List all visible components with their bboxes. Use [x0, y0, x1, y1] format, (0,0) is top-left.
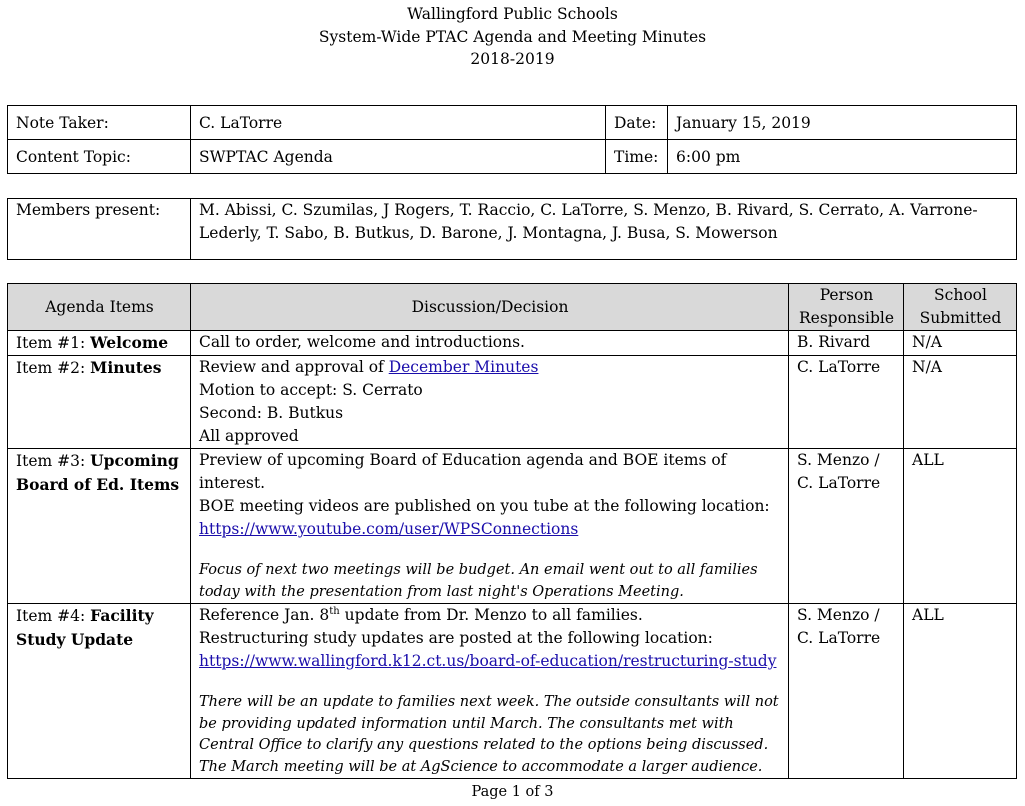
motion-line: Motion to accept: S. Cerrato	[199, 381, 423, 399]
person-name: S. Menzo /	[797, 451, 880, 469]
document-header	[0, 3, 1025, 71]
table-row	[8, 140, 1017, 174]
table-row	[8, 356, 1017, 449]
item-4-person	[789, 604, 904, 779]
discussion-line: BOE meeting videos are published on you tube at the following location:	[199, 497, 770, 515]
content-topic-value: SWPTAC Agenda	[191, 140, 606, 174]
spacer	[199, 673, 781, 692]
spacer	[199, 541, 781, 560]
date-label: Date:	[606, 106, 668, 140]
review-text: Review and approval of	[199, 358, 389, 376]
december-minutes-link[interactable]: December Minutes	[388, 358, 539, 376]
agenda-item-4	[8, 604, 191, 779]
restructuring-study-link[interactable]: https://www.wallingford.k12.ct.us/board-of-education/restructuring-study	[199, 652, 777, 670]
discussion-line	[199, 356, 781, 379]
item-4-note: There will be an update to families next week. The outside consultants will not be providing updated information until March. The consultants met with Central Office to clarify any questions related to the options being discussed. The March meeting will be at AgScience to accommodate a larger audience.	[199, 694, 779, 775]
page-number: Page 1 of 3	[471, 784, 554, 800]
time-value: 6:00 pm	[668, 140, 1017, 174]
agenda-table	[7, 283, 1017, 779]
item-1-school: N/A	[904, 331, 1017, 356]
approved-line: All approved	[199, 427, 299, 445]
agenda-item-1	[8, 331, 191, 356]
item-2-person: C. LaTorre	[789, 356, 904, 449]
time-label: Time:	[606, 140, 668, 174]
person-name: C. LaTorre	[797, 474, 881, 492]
discussion-line: Restructuring study updates are posted at the following location:	[199, 629, 713, 647]
members-label: Members present:	[8, 199, 191, 260]
col-header-school: School Submitted	[904, 284, 1017, 331]
item-3-discussion	[191, 449, 789, 604]
table-row	[8, 604, 1017, 779]
reference-text: Reference Jan. 8	[199, 606, 330, 624]
item-title: Facility Study Update	[16, 606, 154, 649]
meeting-info-table	[7, 105, 1017, 174]
discussion-line: Preview of upcoming Board of Education agenda and BOE items of interest.	[199, 451, 727, 492]
agenda-item-2	[8, 356, 191, 449]
table-row	[8, 199, 1017, 260]
col-header-discussion: Discussion/Decision	[191, 284, 789, 331]
reference-text-end: update from Dr. Menzo to all families.	[339, 606, 643, 624]
table-row	[8, 106, 1017, 140]
item-prefix: Item #4:	[16, 607, 91, 625]
item-title: Welcome	[90, 333, 169, 352]
members-table	[7, 198, 1017, 260]
item-4-school: ALL	[904, 604, 1017, 779]
item-prefix: Item #1:	[16, 334, 91, 352]
ordinal-suffix: th	[329, 605, 340, 617]
school-year: 2018-2019	[470, 50, 555, 68]
item-title: Upcoming Board of Ed. Items	[16, 451, 180, 494]
table-header-row	[8, 284, 1017, 331]
item-1-discussion: Call to order, welcome and introductions.	[191, 331, 789, 356]
table-row	[8, 331, 1017, 356]
col-header-person: Person Responsible	[789, 284, 904, 331]
document-title: System-Wide PTAC Agenda and Meeting Minutes	[318, 27, 707, 46]
agenda-item-3	[8, 449, 191, 604]
col-header-agenda-items: Agenda Items	[8, 284, 191, 331]
item-3-person	[789, 449, 904, 604]
item-prefix: Item #2:	[16, 359, 91, 377]
item-2-school: N/A	[904, 356, 1017, 449]
table-row	[8, 449, 1017, 604]
note-taker-label: Note Taker:	[8, 106, 191, 140]
members-list: M. Abissi, C. Szumilas, J Rogers, T. Raccio, C. LaTorre, S. Menzo, B. Rivard, S. Cerrato, A. Varrone-Lederly, T. Sabo, B. Butkus, D. Barone, J. Montagna, J. Busa, S. Mowerson	[191, 199, 1017, 260]
second-line: Second: B. Butkus	[199, 404, 344, 422]
item-3-note: Focus of next two meetings will be budget. An email went out to all families today with the presentation from last night's Operations Meeting.	[199, 562, 758, 600]
person-name: S. Menzo /	[797, 606, 880, 624]
item-1-person: B. Rivard	[789, 331, 904, 356]
content-topic-label: Content Topic:	[8, 140, 191, 174]
item-title: Minutes	[90, 358, 162, 377]
item-4-discussion	[191, 604, 789, 779]
item-3-school: ALL	[904, 449, 1017, 604]
person-name: C. LaTorre	[797, 629, 881, 647]
date-value: January 15, 2019	[668, 106, 1017, 140]
district-name: Wallingford Public Schools	[407, 5, 618, 23]
item-prefix: Item #3:	[16, 452, 91, 470]
discussion-line	[199, 604, 781, 627]
item-2-discussion	[191, 356, 789, 449]
note-taker-value: C. LaTorre	[191, 106, 606, 140]
youtube-link[interactable]: https://www.youtube.com/user/WPSConnections	[199, 520, 579, 538]
